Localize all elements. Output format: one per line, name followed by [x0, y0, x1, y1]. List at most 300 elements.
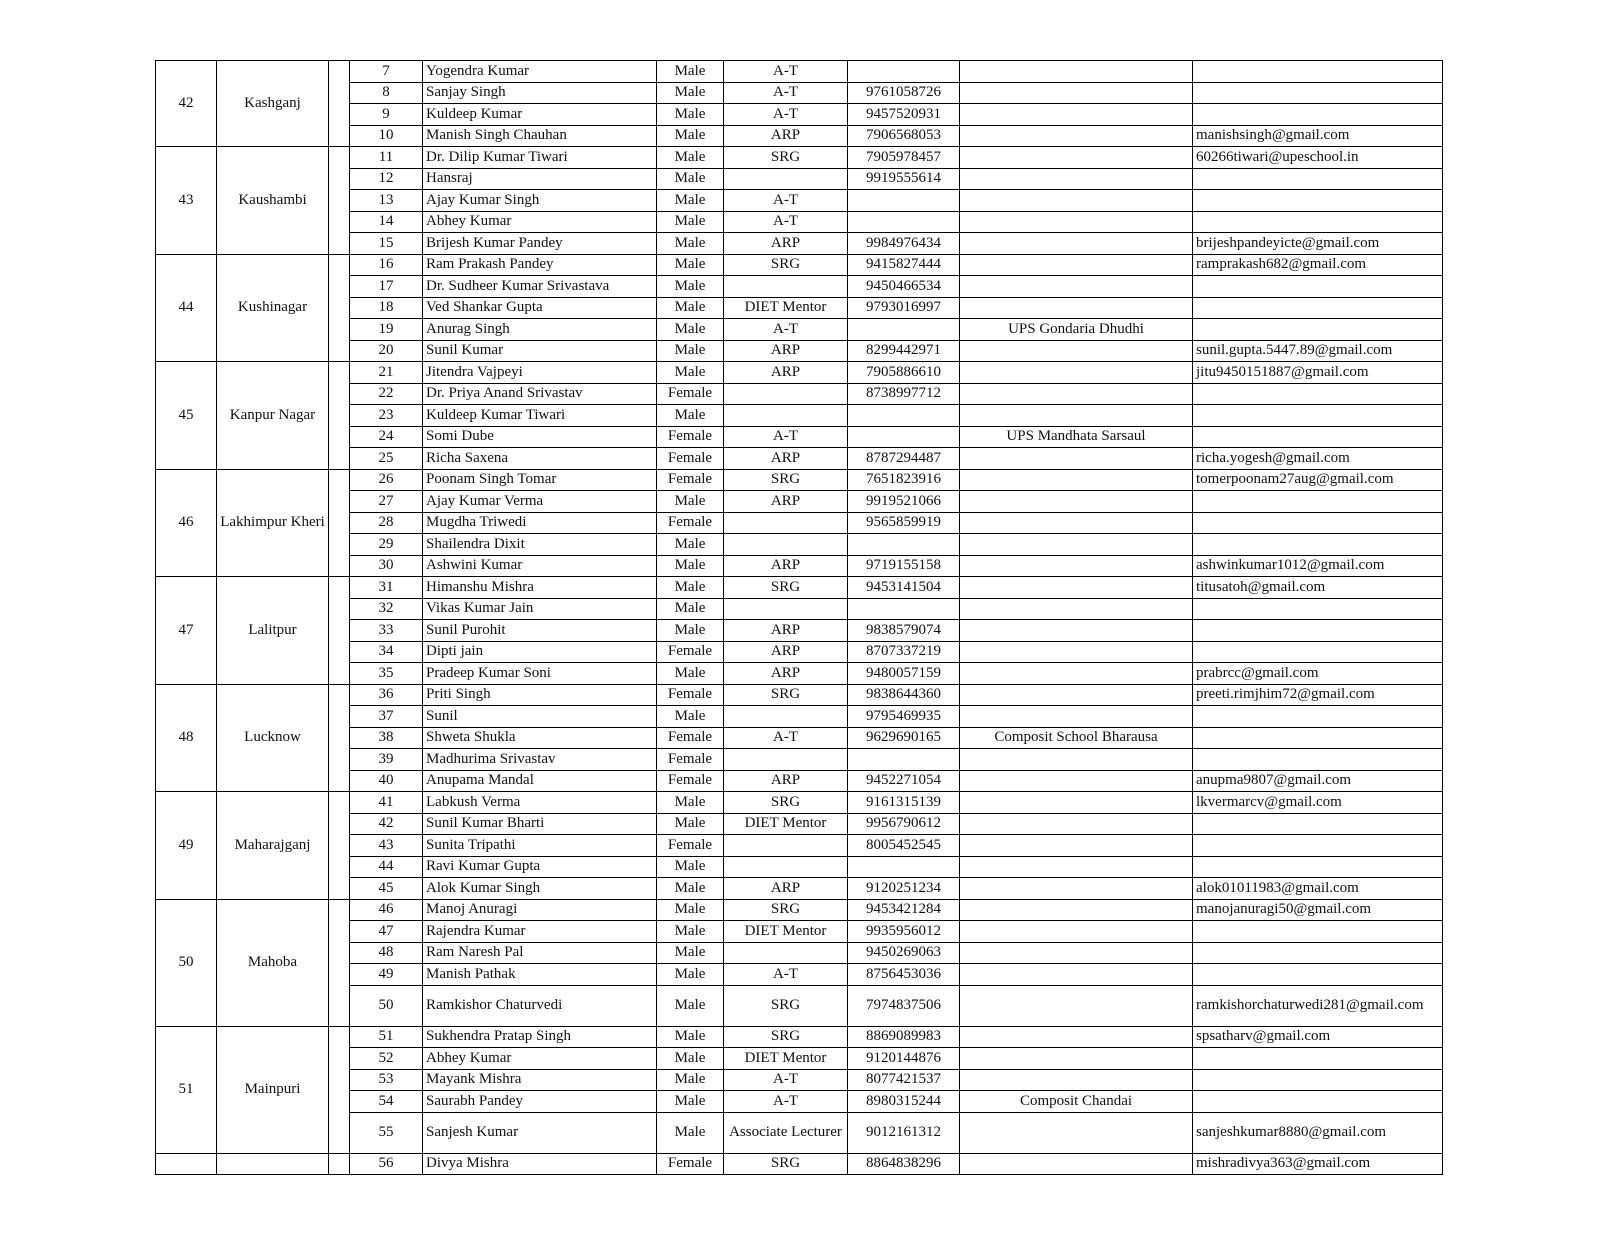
email-address: manishsingh@gmail.com: [1193, 125, 1443, 147]
email-address: ramprakash682@gmail.com: [1193, 254, 1443, 276]
district-name: Lalitpur: [217, 577, 329, 685]
school-name: [960, 362, 1193, 384]
school-name: UPS Gondaria Dhudhi: [960, 319, 1193, 341]
phone-number: 8869089983: [848, 1026, 960, 1048]
phone-number: 9935956012: [848, 921, 960, 943]
participant-name: Sanjay Singh: [423, 82, 657, 104]
participant-name: Poonam Singh Tomar: [423, 469, 657, 491]
table-row: [156, 577, 1443, 599]
school-name: [960, 1069, 1193, 1091]
table-row: [156, 190, 1443, 212]
serial-number: 30: [350, 555, 423, 577]
school-name: [960, 1048, 1193, 1070]
participant-name: Brijesh Kumar Pandey: [423, 233, 657, 255]
participant-name: Ajay Kumar Verma: [423, 491, 657, 513]
column-gap: [329, 469, 350, 577]
table-row: [156, 964, 1443, 986]
participant-name: Manish Singh Chauhan: [423, 125, 657, 147]
school-name: [960, 534, 1193, 556]
serial-number: 26: [350, 469, 423, 491]
email-address: [1193, 1069, 1443, 1091]
designation: DIET Mentor: [724, 1048, 848, 1070]
school-name: [960, 942, 1193, 964]
table-row: [156, 813, 1443, 835]
gender: Female: [657, 749, 724, 771]
serial-number: 54: [350, 1091, 423, 1113]
school-name: [960, 340, 1193, 362]
designation: ARP: [724, 448, 848, 470]
email-address: ramkishorchaturwedi281@gmail.com: [1193, 985, 1443, 1026]
district-name: Maharajganj: [217, 792, 329, 900]
school-name: [960, 168, 1193, 190]
phone-number: [848, 319, 960, 341]
gender: Male: [657, 405, 724, 427]
phone-number: 9415827444: [848, 254, 960, 276]
school-name: [960, 684, 1193, 706]
table-row: [156, 405, 1443, 427]
gender: Male: [657, 598, 724, 620]
school-name: Composit Chandai: [960, 1091, 1193, 1113]
designation: A-T: [724, 82, 848, 104]
email-address: 60266tiwari@upeschool.in: [1193, 147, 1443, 169]
school-name: [960, 964, 1193, 986]
phone-number: 8299442971: [848, 340, 960, 362]
gender: Male: [657, 297, 724, 319]
email-address: [1193, 491, 1443, 513]
phone-number: 9795469935: [848, 706, 960, 728]
designation: A-T: [724, 426, 848, 448]
phone-number: 9761058726: [848, 82, 960, 104]
designation: A-T: [724, 1091, 848, 1113]
column-gap: [329, 1153, 350, 1175]
school-name: [960, 598, 1193, 620]
serial-number: 34: [350, 641, 423, 663]
district-serial: 51: [156, 1026, 217, 1153]
table-row: [156, 727, 1443, 749]
district-serial: 46: [156, 469, 217, 577]
email-address: [1193, 835, 1443, 857]
serial-number: 9: [350, 104, 423, 126]
gender: Female: [657, 641, 724, 663]
table-row: [156, 770, 1443, 792]
gender: Female: [657, 770, 724, 792]
phone-number: [848, 61, 960, 83]
gender: Female: [657, 448, 724, 470]
school-name: [960, 555, 1193, 577]
participant-name: Rajendra Kumar: [423, 921, 657, 943]
participant-name: Abhey Kumar: [423, 1048, 657, 1070]
table-row: [156, 61, 1443, 83]
phone-number: 7651823916: [848, 469, 960, 491]
table-row: [156, 82, 1443, 104]
phone-number: 9120144876: [848, 1048, 960, 1070]
email-address: [1193, 641, 1443, 663]
school-name: [960, 749, 1193, 771]
designation: ARP: [724, 620, 848, 642]
school-name: [960, 663, 1193, 685]
serial-number: 47: [350, 921, 423, 943]
phone-number: 9450466534: [848, 276, 960, 298]
serial-number: 37: [350, 706, 423, 728]
school-name: [960, 190, 1193, 212]
participant-name: Jitendra Vajpeyi: [423, 362, 657, 384]
serial-number: 33: [350, 620, 423, 642]
district-name: [217, 1153, 329, 1175]
phone-number: 9793016997: [848, 297, 960, 319]
phone-number: 8707337219: [848, 641, 960, 663]
gender: Male: [657, 211, 724, 233]
email-address: [1193, 276, 1443, 298]
email-address: [1193, 297, 1443, 319]
district-serial: 43: [156, 147, 217, 255]
table-row: [156, 1112, 1443, 1153]
phone-number: 9161315139: [848, 792, 960, 814]
participant-name: Ajay Kumar Singh: [423, 190, 657, 212]
gender: Male: [657, 921, 724, 943]
column-gap: [329, 254, 350, 362]
table-row: [156, 835, 1443, 857]
serial-number: 36: [350, 684, 423, 706]
email-address: ashwinkumar1012@gmail.com: [1193, 555, 1443, 577]
gender: Male: [657, 620, 724, 642]
email-address: titusatoh@gmail.com: [1193, 577, 1443, 599]
column-gap: [329, 899, 350, 1026]
serial-number: 20: [350, 340, 423, 362]
school-name: [960, 491, 1193, 513]
gender: Male: [657, 1026, 724, 1048]
gender: Female: [657, 383, 724, 405]
participant-name: Dr. Priya Anand Srivastav: [423, 383, 657, 405]
designation: DIET Mentor: [724, 921, 848, 943]
designation: ARP: [724, 663, 848, 685]
phone-number: 9120251234: [848, 878, 960, 900]
school-name: [960, 878, 1193, 900]
phone-number: 8756453036: [848, 964, 960, 986]
gender: Male: [657, 125, 724, 147]
table-row: [156, 362, 1443, 384]
participant-name: Pradeep Kumar Soni: [423, 663, 657, 685]
designation: ARP: [724, 125, 848, 147]
designation: ARP: [724, 878, 848, 900]
gender: Male: [657, 813, 724, 835]
phone-number: 9453141504: [848, 577, 960, 599]
table-row: [156, 555, 1443, 577]
participant-name: Sunita Tripathi: [423, 835, 657, 857]
gender: Male: [657, 942, 724, 964]
gender: Male: [657, 340, 724, 362]
phone-number: 8787294487: [848, 448, 960, 470]
serial-number: 35: [350, 663, 423, 685]
serial-number: 17: [350, 276, 423, 298]
serial-number: 44: [350, 856, 423, 878]
designation: DIET Mentor: [724, 297, 848, 319]
email-address: [1193, 190, 1443, 212]
participant-name: Saurabh Pandey: [423, 1091, 657, 1113]
designation: [724, 534, 848, 556]
column-gap: [329, 61, 350, 147]
participant-name: Shweta Shukla: [423, 727, 657, 749]
phone-number: 9452271054: [848, 770, 960, 792]
phone-number: 8980315244: [848, 1091, 960, 1113]
email-address: [1193, 964, 1443, 986]
participant-name: Ramkishor Chaturvedi: [423, 985, 657, 1026]
serial-number: 29: [350, 534, 423, 556]
designation: SRG: [724, 1026, 848, 1048]
table-row: [156, 147, 1443, 169]
phone-number: [848, 190, 960, 212]
table-row: [156, 792, 1443, 814]
table-row: [156, 340, 1443, 362]
email-address: richa.yogesh@gmail.com: [1193, 448, 1443, 470]
email-address: [1193, 1091, 1443, 1113]
table-row: [156, 1153, 1443, 1175]
designation: A-T: [724, 1069, 848, 1091]
gender: Female: [657, 727, 724, 749]
designation: SRG: [724, 577, 848, 599]
gender: Male: [657, 1091, 724, 1113]
serial-number: 56: [350, 1153, 423, 1175]
table-row: [156, 706, 1443, 728]
email-address: [1193, 512, 1443, 534]
district-name: Lucknow: [217, 684, 329, 792]
designation: SRG: [724, 899, 848, 921]
district-name: Lakhimpur Kheri: [217, 469, 329, 577]
designation: SRG: [724, 684, 848, 706]
email-address: [1193, 813, 1443, 835]
participant-name: Shailendra Dixit: [423, 534, 657, 556]
phone-number: [848, 598, 960, 620]
email-address: [1193, 706, 1443, 728]
school-name: Composit School Bharausa: [960, 727, 1193, 749]
school-name: [960, 82, 1193, 104]
participant-name: Sunil Kumar: [423, 340, 657, 362]
gender: Male: [657, 168, 724, 190]
district-serial: 44: [156, 254, 217, 362]
school-name: [960, 147, 1193, 169]
phone-number: 9565859919: [848, 512, 960, 534]
phone-number: 7905886610: [848, 362, 960, 384]
serial-number: 43: [350, 835, 423, 857]
phone-number: 9453421284: [848, 899, 960, 921]
email-address: anupma9807@gmail.com: [1193, 770, 1443, 792]
designation: [724, 405, 848, 427]
email-address: [1193, 319, 1443, 341]
email-address: [1193, 598, 1443, 620]
serial-number: 13: [350, 190, 423, 212]
email-address: prabrcc@gmail.com: [1193, 663, 1443, 685]
column-gap: [329, 1026, 350, 1153]
participant-name: Vikas Kumar Jain: [423, 598, 657, 620]
school-name: [960, 276, 1193, 298]
table-row: [156, 319, 1443, 341]
table-row: [156, 942, 1443, 964]
serial-number: 48: [350, 942, 423, 964]
school-name: [960, 813, 1193, 835]
serial-number: 14: [350, 211, 423, 233]
gender: Male: [657, 964, 724, 986]
email-address: [1193, 942, 1443, 964]
participant-name: Abhey Kumar: [423, 211, 657, 233]
gender: Male: [657, 491, 724, 513]
participant-name: Ravi Kumar Gupta: [423, 856, 657, 878]
email-address: [1193, 727, 1443, 749]
school-name: [960, 211, 1193, 233]
email-address: [1193, 405, 1443, 427]
table-row: [156, 534, 1443, 556]
serial-number: 8: [350, 82, 423, 104]
email-address: [1193, 749, 1443, 771]
serial-number: 11: [350, 147, 423, 169]
participant-name: Dr. Sudheer Kumar Srivastava: [423, 276, 657, 298]
table-row: [156, 749, 1443, 771]
participant-name: Mayank Mishra: [423, 1069, 657, 1091]
participant-name: Sunil: [423, 706, 657, 728]
participant-name: Sukhendra Pratap Singh: [423, 1026, 657, 1048]
phone-number: 9956790612: [848, 813, 960, 835]
serial-number: 50: [350, 985, 423, 1026]
gender: Female: [657, 684, 724, 706]
school-name: [960, 297, 1193, 319]
column-gap: [329, 362, 350, 470]
phone-number: 9838579074: [848, 620, 960, 642]
designation: SRG: [724, 1153, 848, 1175]
school-name: [960, 469, 1193, 491]
email-address: [1193, 211, 1443, 233]
gender: Male: [657, 147, 724, 169]
table-row: [156, 383, 1443, 405]
table-row: [156, 168, 1443, 190]
column-gap: [329, 684, 350, 792]
gender: Male: [657, 792, 724, 814]
school-name: [960, 383, 1193, 405]
district-name: Mainpuri: [217, 1026, 329, 1153]
designation: SRG: [724, 985, 848, 1026]
designation: [724, 706, 848, 728]
table-row: [156, 104, 1443, 126]
participant-name: Dipti jain: [423, 641, 657, 663]
designation: A-T: [724, 964, 848, 986]
district-name: Kanpur Nagar: [217, 362, 329, 470]
phone-number: [848, 426, 960, 448]
table-row: [156, 1091, 1443, 1113]
email-address: [1193, 1048, 1443, 1070]
designation: [724, 749, 848, 771]
participant-name: Manoj Anuragi: [423, 899, 657, 921]
table-row: [156, 1048, 1443, 1070]
table-row: [156, 1026, 1443, 1048]
phone-number: 8005452545: [848, 835, 960, 857]
participant-table: [155, 60, 1443, 1175]
email-address: alok01011983@gmail.com: [1193, 878, 1443, 900]
gender: Male: [657, 1112, 724, 1153]
serial-number: 27: [350, 491, 423, 513]
email-address: lkvermarcv@gmail.com: [1193, 792, 1443, 814]
designation: DIET Mentor: [724, 813, 848, 835]
column-gap: [329, 147, 350, 255]
participant-name: Dr. Dilip Kumar Tiwari: [423, 147, 657, 169]
school-name: [960, 104, 1193, 126]
district-serial: 49: [156, 792, 217, 900]
gender: Male: [657, 319, 724, 341]
email-address: manojanuragi50@gmail.com: [1193, 899, 1443, 921]
designation: A-T: [724, 61, 848, 83]
school-name: [960, 1153, 1193, 1175]
phone-number: 9919521066: [848, 491, 960, 513]
school-name: [960, 620, 1193, 642]
gender: Male: [657, 663, 724, 685]
table-row: [156, 1069, 1443, 1091]
designation: SRG: [724, 147, 848, 169]
phone-number: [848, 534, 960, 556]
email-address: [1193, 104, 1443, 126]
gender: Male: [657, 1048, 724, 1070]
phone-number: 9984976434: [848, 233, 960, 255]
school-name: [960, 1112, 1193, 1153]
designation: SRG: [724, 469, 848, 491]
table-row: [156, 684, 1443, 706]
participant-name: Ram Prakash Pandey: [423, 254, 657, 276]
school-name: [960, 792, 1193, 814]
email-address: [1193, 61, 1443, 83]
school-name: [960, 770, 1193, 792]
table-row: [156, 125, 1443, 147]
email-address: tomerpoonam27aug@gmail.com: [1193, 469, 1443, 491]
table-row: [156, 297, 1443, 319]
participant-name: Sanjesh Kumar: [423, 1112, 657, 1153]
table-row: [156, 620, 1443, 642]
serial-number: 28: [350, 512, 423, 534]
participant-name: Somi Dube: [423, 426, 657, 448]
serial-number: 25: [350, 448, 423, 470]
designation: ARP: [724, 233, 848, 255]
serial-number: 24: [350, 426, 423, 448]
phone-number: 9457520931: [848, 104, 960, 126]
district-name: Mahoba: [217, 899, 329, 1026]
email-address: brijeshpandeyicte@gmail.com: [1193, 233, 1443, 255]
designation: A-T: [724, 211, 848, 233]
table-row: [156, 985, 1443, 1026]
gender: Male: [657, 534, 724, 556]
table-row: [156, 856, 1443, 878]
school-name: [960, 899, 1193, 921]
phone-number: 9450269063: [848, 942, 960, 964]
table-row: [156, 233, 1443, 255]
phone-number: 8738997712: [848, 383, 960, 405]
email-address: [1193, 921, 1443, 943]
designation: A-T: [724, 727, 848, 749]
participant-name: Manish Pathak: [423, 964, 657, 986]
school-name: [960, 985, 1193, 1026]
email-address: [1193, 383, 1443, 405]
phone-number: 8864838296: [848, 1153, 960, 1175]
phone-number: 7974837506: [848, 985, 960, 1026]
table-row: [156, 276, 1443, 298]
table-row: [156, 512, 1443, 534]
phone-number: [848, 211, 960, 233]
phone-number: [848, 856, 960, 878]
district-name: Kushinagar: [217, 254, 329, 362]
column-gap: [329, 577, 350, 685]
gender: Male: [657, 61, 724, 83]
table-row: [156, 211, 1443, 233]
email-address: spsatharv@gmail.com: [1193, 1026, 1443, 1048]
phone-number: 9838644360: [848, 684, 960, 706]
district-serial: [156, 1153, 217, 1175]
gender: Male: [657, 254, 724, 276]
email-address: preeti.rimjhim72@gmail.com: [1193, 684, 1443, 706]
participant-name: Labkush Verma: [423, 792, 657, 814]
school-name: [960, 61, 1193, 83]
